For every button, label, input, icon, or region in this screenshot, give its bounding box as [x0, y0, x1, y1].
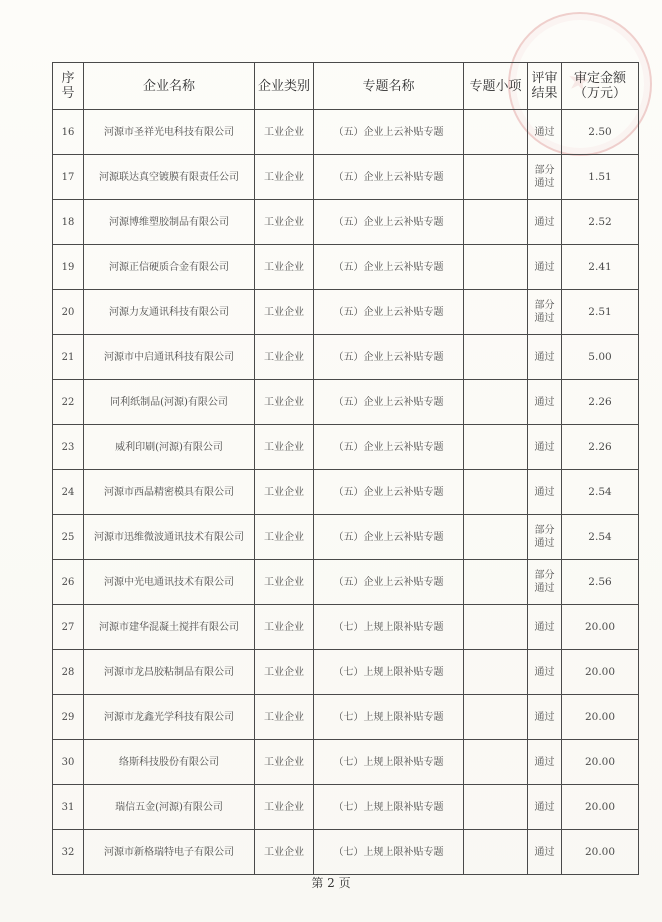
topic-name: （五）企业上云补贴专题: [314, 380, 464, 425]
subtopic-cell: [464, 830, 528, 875]
review-result: 通过: [528, 740, 562, 785]
row-number: 27: [53, 605, 84, 650]
company-type: 工业企业: [255, 200, 314, 245]
company-type: 工业企业: [255, 155, 314, 200]
table-row: [53, 200, 639, 245]
company-name: 河源力友通讯科技有限公司: [84, 290, 255, 335]
company-name: 河源中光电通讯技术有限公司: [84, 560, 255, 605]
table-row: [53, 155, 639, 200]
topic-name: （五）企业上云补贴专题: [314, 245, 464, 290]
header-amount: [562, 63, 639, 110]
header-amount-text: 审定金额（万元）: [573, 71, 626, 101]
subtopic-cell: [464, 380, 528, 425]
topic-name: （七）上规上限补贴专题: [314, 830, 464, 875]
company-name: 河源市龙鑫光学科技有限公司: [84, 695, 255, 740]
row-number: 21: [53, 335, 84, 380]
approved-amount: 2.51: [562, 290, 639, 335]
table-row: [53, 110, 639, 155]
company-type: 工业企业: [255, 560, 314, 605]
subtopic-cell: [464, 740, 528, 785]
row-number: 30: [53, 740, 84, 785]
review-result: 通过: [528, 830, 562, 875]
table-row: [53, 290, 639, 335]
row-number: 22: [53, 380, 84, 425]
subtopic-cell: [464, 695, 528, 740]
topic-name: （五）企业上云补贴专题: [314, 200, 464, 245]
review-result: 通过: [528, 200, 562, 245]
topic-name: （五）企业上云补贴专题: [314, 560, 464, 605]
subtopic-cell: [464, 155, 528, 200]
subtopic-cell: [464, 425, 528, 470]
subtopic-cell: [464, 335, 528, 380]
topic-name: （五）企业上云补贴专题: [314, 155, 464, 200]
row-number: 31: [53, 785, 84, 830]
row-number: 18: [53, 200, 84, 245]
topic-name: （五）企业上云补贴专题: [314, 470, 464, 515]
company-name: 同利纸制品(河源)有限公司: [84, 380, 255, 425]
table-row: [53, 650, 639, 695]
company-name: 河源市圣祥光电科技有限公司: [84, 110, 255, 155]
subtopic-cell: [464, 245, 528, 290]
approved-amount: 2.50: [562, 110, 639, 155]
row-number: 28: [53, 650, 84, 695]
approved-amount: 20.00: [562, 785, 639, 830]
company-type: 工业企业: [255, 425, 314, 470]
approved-amount: 2.54: [562, 515, 639, 560]
table-row: [53, 515, 639, 560]
row-number: 20: [53, 290, 84, 335]
table-row: [53, 695, 639, 740]
topic-name: （五）企业上云补贴专题: [314, 335, 464, 380]
topic-name: （七）上规上限补贴专题: [314, 650, 464, 695]
review-result: 通过: [528, 650, 562, 695]
table-header-row: [53, 63, 639, 110]
company-name: 河源市新格瑞特电子有限公司: [84, 830, 255, 875]
header-company: 企业名称: [84, 63, 255, 110]
subtopic-cell: [464, 785, 528, 830]
approved-amount: 20.00: [562, 740, 639, 785]
subtopic-cell: [464, 290, 528, 335]
company-type: 工业企业: [255, 245, 314, 290]
table-row: [53, 830, 639, 875]
row-number: 24: [53, 470, 84, 515]
approved-amount: 2.26: [562, 425, 639, 470]
row-number: 25: [53, 515, 84, 560]
company-name: 河源联达真空镀膜有限责任公司: [84, 155, 255, 200]
header-result: [528, 63, 562, 110]
review-result: 通过: [528, 110, 562, 155]
header-result-text: 评审结果: [531, 71, 558, 101]
review-result: 通过: [528, 335, 562, 380]
subtopic-cell: [464, 515, 528, 560]
subtopic-cell: [464, 560, 528, 605]
company-type: 工业企业: [255, 650, 314, 695]
company-name: 河源市迅维微波通讯技术有限公司: [84, 515, 255, 560]
approved-amount: 2.41: [562, 245, 639, 290]
review-result: 通过: [528, 425, 562, 470]
row-number: 17: [53, 155, 84, 200]
table-row: [53, 335, 639, 380]
header-type-text: 企业类别: [258, 78, 311, 94]
subtopic-cell: [464, 470, 528, 515]
topic-name: （七）上规上限补贴专题: [314, 605, 464, 650]
company-name: 河源博维塑胶制品有限公司: [84, 200, 255, 245]
row-number: 19: [53, 245, 84, 290]
company-type: 工业企业: [255, 605, 314, 650]
review-result: 通过: [528, 380, 562, 425]
table-row: [53, 740, 639, 785]
company-type: 工业企业: [255, 695, 314, 740]
company-name: 河源市西晶精密模具有限公司: [84, 470, 255, 515]
table-row: [53, 560, 639, 605]
topic-name: （五）企业上云补贴专题: [314, 425, 464, 470]
row-number: 23: [53, 425, 84, 470]
header-type: [255, 63, 314, 110]
company-type: 工业企业: [255, 335, 314, 380]
approved-amount: 20.00: [562, 830, 639, 875]
approved-amount: 2.56: [562, 560, 639, 605]
row-number: 29: [53, 695, 84, 740]
company-type: 工业企业: [255, 830, 314, 875]
table-row: [53, 605, 639, 650]
header-no: [53, 63, 84, 110]
company-type: 工业企业: [255, 290, 314, 335]
header-topic: 专题名称: [314, 63, 464, 110]
subtopic-cell: [464, 605, 528, 650]
subtopic-cell: [464, 200, 528, 245]
topic-name: （五）企业上云补贴专题: [314, 110, 464, 155]
company-name: 络斯科技股份有限公司: [84, 740, 255, 785]
company-name: 河源市中启通讯科技有限公司: [84, 335, 255, 380]
table-row: [53, 245, 639, 290]
company-name: 威利印刷(河源)有限公司: [84, 425, 255, 470]
review-result: 部分通过: [528, 560, 562, 605]
table-row: [53, 380, 639, 425]
company-type: 工业企业: [255, 110, 314, 155]
subtopic-cell: [464, 650, 528, 695]
review-result: 通过: [528, 245, 562, 290]
review-result: 部分通过: [528, 515, 562, 560]
row-number: 26: [53, 560, 84, 605]
topic-name: （五）企业上云补贴专题: [314, 515, 464, 560]
header-subtopic: 专题小项: [464, 63, 528, 110]
table-row: [53, 470, 639, 515]
topic-name: （七）上规上限补贴专题: [314, 740, 464, 785]
company-type: 工业企业: [255, 380, 314, 425]
subsidy-table: [52, 62, 639, 875]
subtopic-cell: [464, 110, 528, 155]
topic-name: （七）上规上限补贴专题: [314, 785, 464, 830]
row-number: 32: [53, 830, 84, 875]
row-number: 16: [53, 110, 84, 155]
topic-name: （五）企业上云补贴专题: [314, 290, 464, 335]
approved-amount: 2.52: [562, 200, 639, 245]
approved-amount: 20.00: [562, 605, 639, 650]
approved-amount: 20.00: [562, 650, 639, 695]
review-result: 通过: [528, 695, 562, 740]
company-name: 河源正信硬质合金有限公司: [84, 245, 255, 290]
review-result: 通过: [528, 470, 562, 515]
approved-amount: 20.00: [562, 695, 639, 740]
review-result: 部分通过: [528, 155, 562, 200]
table-row: [53, 425, 639, 470]
topic-name: （七）上规上限补贴专题: [314, 695, 464, 740]
approved-amount: 2.54: [562, 470, 639, 515]
approved-amount: 2.26: [562, 380, 639, 425]
company-type: 工业企业: [255, 470, 314, 515]
company-name: 河源市建华混凝土搅拌有限公司: [84, 605, 255, 650]
table-row: [53, 785, 639, 830]
header-no-text: 序号: [61, 71, 75, 101]
company-type: 工业企业: [255, 785, 314, 830]
review-result: 部分通过: [528, 290, 562, 335]
page-number: 第 2 页: [311, 876, 351, 890]
approved-amount: 1.51: [562, 155, 639, 200]
company-name: 瑞信五金(河源)有限公司: [84, 785, 255, 830]
company-type: 工业企业: [255, 740, 314, 785]
approved-amount: 5.00: [562, 335, 639, 380]
company-type: 工业企业: [255, 515, 314, 560]
company-name: 河源市龙昌胶粘制品有限公司: [84, 650, 255, 695]
review-result: 通过: [528, 785, 562, 830]
review-result: 通过: [528, 605, 562, 650]
